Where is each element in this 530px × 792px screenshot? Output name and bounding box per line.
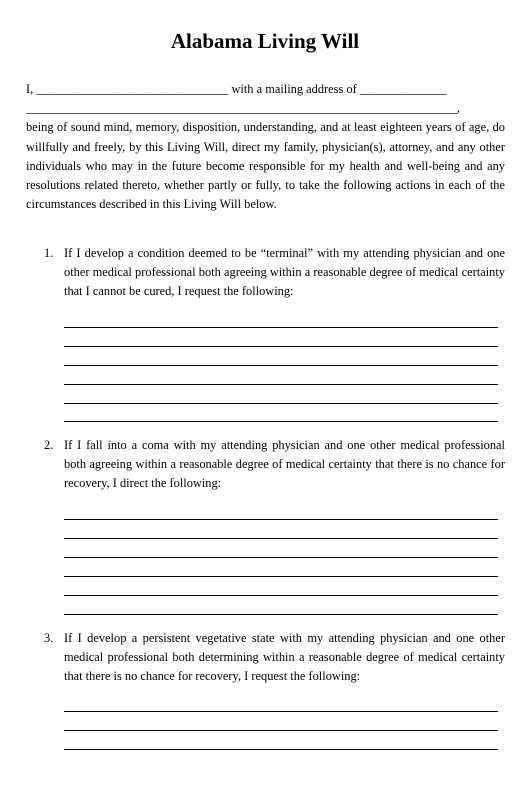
response-line[interactable] [64,730,498,731]
response-line[interactable] [64,557,498,558]
address-continuation-line: _____________________________________________________________________________, [26,101,460,116]
name-address-line: I, _______________________________ with a mailing address of ______________ [26,82,447,96]
item-text: If I fall into a coma with my attending physician and one other medical professional both agreeing within a reasonable degree of medical certainty that there is no chance for recovery, I direct the following: [64,438,505,491]
intro-paragraph: being of sound mind, memory, disposition, understanding, and at least eighteen years of age, do willfully and freely, by this Living Will, direct my family, physician(s), attorney, and any other individuals who may in the future become responsible for my health and well-being and any resolutions related thereto, whether partly or fully, to take the following actions in each of the circumstances described in this Living Will below. [26,120,505,212]
response-line[interactable] [64,384,498,385]
document-title: Alabama Living Will [170,29,360,53]
response-line[interactable] [64,421,498,422]
item-text: If I develop a condition deemed to be “terminal” with my attending physician and one other medical professional both agreeing within a reasonable degree of medical certainty that I cannot be cured, I request the following: [64,246,505,299]
item-number: 3. [44,631,54,645]
item-number: 2. [44,438,54,452]
response-line[interactable] [64,614,498,615]
response-line[interactable] [64,595,498,596]
response-line[interactable] [64,365,498,366]
response-line[interactable] [64,711,498,712]
response-line[interactable] [64,576,498,577]
intro-section [26,80,505,214]
response-line[interactable] [64,538,498,539]
response-line[interactable] [64,749,498,750]
item-text: If I develop a persistent vegetative state with my attending physician and one other medical professional both determining within a reasonable degree of medical certainty that there is no chance for recovery, I request the following: [64,631,505,684]
response-line[interactable] [64,346,498,347]
response-line[interactable] [64,327,498,328]
response-line[interactable] [64,403,498,404]
item-number: 1. [44,246,54,260]
response-line[interactable] [64,519,498,520]
